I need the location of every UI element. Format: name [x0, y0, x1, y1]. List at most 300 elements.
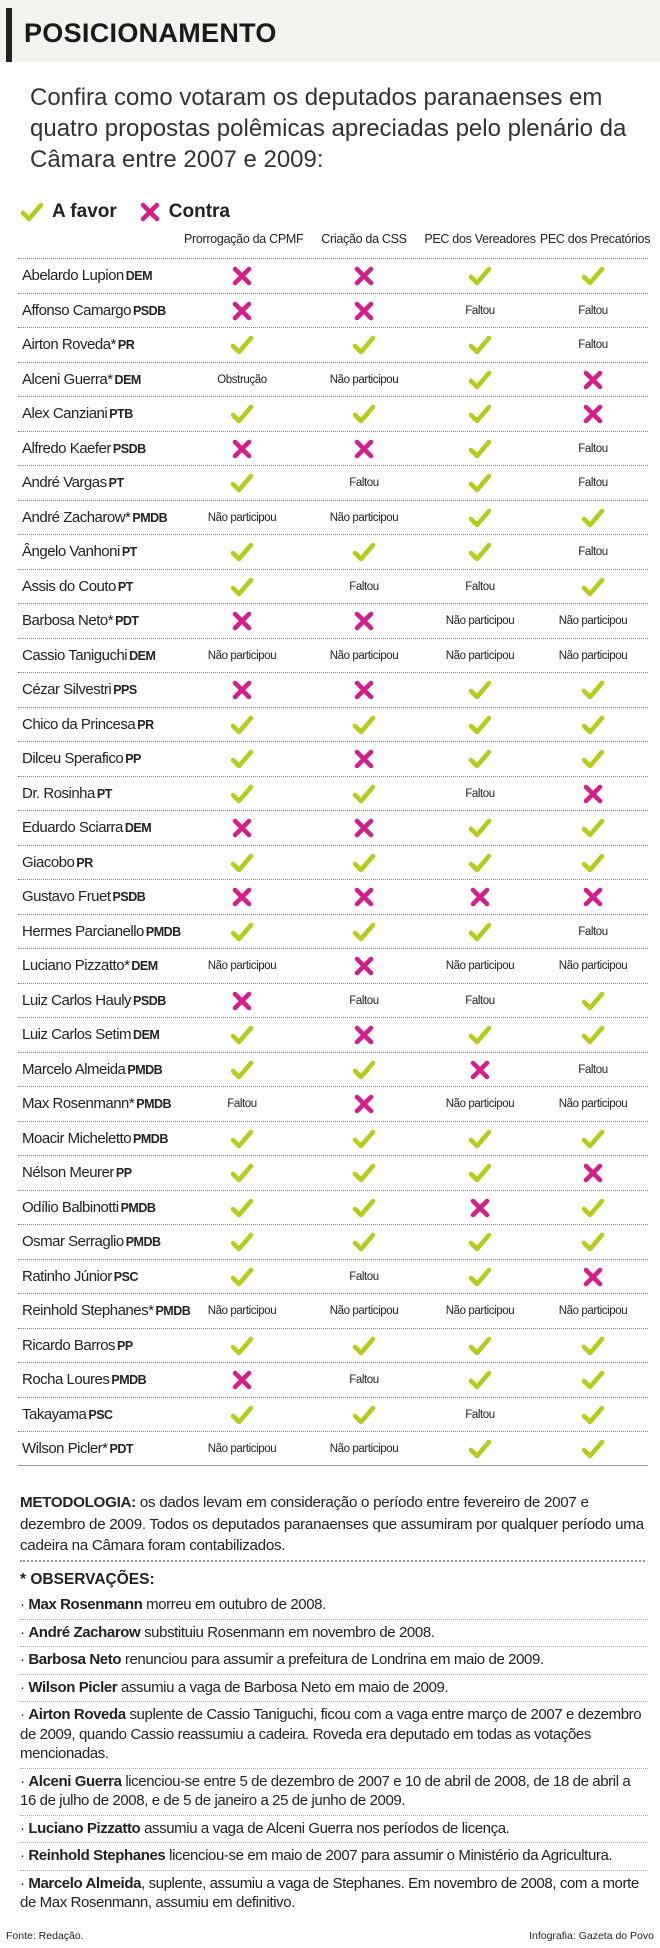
deputy-name-cell [22, 363, 141, 398]
deputy-party: PSDB [133, 993, 166, 1008]
vote-cell [420, 432, 540, 467]
vote-cell [304, 1329, 424, 1364]
observation-name: Luciano Pizzatto [28, 1819, 141, 1837]
vote-cell [533, 1329, 653, 1364]
check-icon [581, 1127, 605, 1151]
vote-cell [304, 259, 424, 294]
table-row [18, 1155, 648, 1190]
footer-source: Fonte: Redação. [6, 1930, 84, 1942]
check-icon [230, 1127, 254, 1151]
vote-cell [304, 742, 424, 777]
vote-status-text: Faltou [578, 925, 608, 938]
check-icon [581, 1437, 605, 1461]
check-icon [468, 264, 492, 288]
observation-text: renunciou para assumir a prefeitura de Londrina em maio de 2009. [121, 1651, 544, 1668]
vote-status-text: Não participou [329, 511, 399, 524]
table-row [18, 1190, 648, 1225]
vote-cell [304, 294, 424, 329]
vote-cell [182, 708, 302, 743]
vote-cell [182, 432, 302, 467]
deputy-party: PMDB [127, 1062, 163, 1077]
vote-cell [533, 673, 653, 708]
vote-cell [304, 466, 424, 501]
table-row [18, 258, 648, 293]
vote-cell [304, 1363, 424, 1398]
table-row [18, 638, 648, 673]
vote-cell [182, 984, 302, 1019]
check-icon [352, 1058, 376, 1082]
deputy-name: Wilson Picler* [22, 1440, 108, 1457]
vote-cell [420, 1018, 540, 1053]
deputy-party: DEM [131, 959, 158, 973]
observation-text: assumiu a vaga de Barbosa Neto em maio de 2009. [117, 1678, 449, 1696]
vote-cell [533, 777, 653, 812]
vote-cell [533, 328, 653, 363]
check-icon [230, 1023, 254, 1047]
deputy-name-cell [22, 742, 141, 777]
vote-status-text: Não participou [558, 1305, 628, 1318]
vote-cell [304, 1294, 424, 1329]
divider [20, 1560, 645, 1562]
observation-note: · Airton Roveda suplente de Cassio Taniguchi, ficou com a vaga entre março de 2007 e dezembro de 2009, quando Cassio reassumiu a cadeira. Roveda era deputado em todas as votações mencionadas. [20, 1702, 648, 1769]
vote-cell [420, 328, 540, 363]
vote-cell [304, 949, 424, 984]
vote-status-text: Não participou [445, 960, 515, 973]
check-icon [230, 1334, 254, 1358]
vote-cell [182, 1122, 302, 1157]
deputy-party: PMDB [155, 1304, 191, 1318]
deputy-party: PSDB [132, 303, 166, 318]
table-row [18, 1328, 648, 1363]
deputy-name-cell [22, 1294, 190, 1329]
table-row [18, 1397, 648, 1432]
vote-cell [304, 432, 424, 467]
check-icon [352, 1161, 376, 1185]
table-row [18, 741, 648, 776]
check-icon [468, 1161, 492, 1185]
deputy-name-cell [22, 397, 133, 432]
table-row [18, 776, 648, 811]
vote-cell [304, 1191, 424, 1226]
vote-cell [533, 1294, 653, 1329]
legend-favor-label: A favor [52, 201, 117, 222]
vote-cell [533, 639, 653, 674]
check-icon [352, 333, 376, 357]
vote-cell [182, 777, 302, 812]
deputy-party: PMDB [133, 1131, 168, 1146]
vote-cell [182, 1260, 302, 1295]
vote-cell [533, 880, 653, 915]
deputy-party: PMDB [111, 1373, 147, 1387]
observation-name: Airton Roveda [28, 1706, 126, 1723]
deputy-name: Ângelo Vanhoni [22, 543, 120, 560]
check-icon [581, 1403, 605, 1427]
vote-cell [420, 501, 540, 536]
cross-icon [231, 886, 253, 908]
deputy-party: PDT [115, 614, 139, 628]
cross-icon [231, 1369, 253, 1391]
deputy-party: DEM [129, 648, 156, 663]
vote-cell [182, 1398, 302, 1433]
deputy-party: PMDB [136, 1097, 172, 1111]
vote-cell [533, 1398, 653, 1433]
deputy-name: Alceni Guerra* [22, 370, 113, 388]
deputy-name-cell [22, 1053, 162, 1088]
deputy-name: Cassio Taniguchi [22, 646, 128, 664]
vote-cell [182, 1225, 302, 1260]
deputy-name-cell [22, 708, 154, 743]
deputy-party: PT [121, 545, 137, 559]
vote-cell [304, 604, 424, 639]
check-icon [352, 1196, 376, 1220]
deputy-name-cell [22, 880, 145, 915]
vote-cell [304, 846, 424, 881]
observation-note: · Marcelo Almeida, suplente, assumiu a vaga de Stephanes. Em novembro de 2008, com a morte de Max Rosenmann, assumiu em definitivo. [20, 1874, 639, 1911]
methodology-note [20, 1492, 645, 1557]
table-row [18, 948, 648, 983]
check-icon [468, 1437, 492, 1461]
check-icon [352, 1403, 376, 1427]
deputy-party: DEM [124, 821, 152, 835]
vote-cell [304, 1225, 424, 1260]
check-icon [581, 1196, 605, 1220]
vote-cell [533, 397, 653, 432]
vote-cell [420, 742, 540, 777]
vote-cell [533, 984, 653, 1019]
deputy-name: Reinhold Stephanes* [22, 1302, 154, 1319]
cross-icon [353, 438, 375, 460]
vote-cell [182, 363, 302, 398]
vote-cell [420, 294, 540, 329]
cross-icon [231, 990, 253, 1012]
cross-icon [469, 1059, 491, 1081]
table-row [18, 845, 648, 880]
cross-icon [353, 679, 375, 701]
vote-cell [420, 673, 540, 708]
table-row [18, 431, 648, 466]
deputy-name-cell [22, 1122, 168, 1157]
deputy-name-cell [22, 432, 146, 467]
check-icon [230, 540, 254, 564]
vote-cell [420, 570, 540, 605]
table-row [18, 465, 648, 500]
vote-cell [533, 1018, 653, 1053]
deputy-name: Luciano Pizzatto* [22, 957, 130, 974]
observation-name: Marcelo Almeida [28, 1874, 142, 1892]
vote-cell [304, 570, 424, 605]
vote-cell [182, 949, 302, 984]
check-icon [468, 851, 492, 875]
cross-icon [469, 1197, 491, 1219]
deputy-name-cell [22, 984, 166, 1019]
check-icon [468, 1334, 492, 1358]
cross-icon [353, 886, 375, 908]
check-icon [352, 782, 376, 806]
check-icon [230, 1265, 254, 1289]
check-icon [581, 851, 605, 875]
check-icon [468, 368, 492, 392]
vote-cell [182, 1087, 302, 1122]
observation-note: · Reinhold Stephanes licenciou-se em maio de 2007 para assumir o Ministério da Agricultura. [20, 1843, 648, 1871]
cross-icon [469, 886, 491, 908]
deputy-name-cell [22, 673, 137, 708]
column-header: Criação da CSS [321, 232, 407, 246]
table-row [18, 879, 648, 914]
vote-status-text: Faltou [578, 546, 608, 559]
vote-status-text: Faltou [349, 1374, 379, 1387]
vote-cell [182, 1191, 302, 1226]
vote-status-text: Não participou [558, 960, 628, 973]
vote-cell [182, 1053, 302, 1088]
table-row [18, 1431, 648, 1466]
vote-cell [304, 397, 424, 432]
column-header: Prorrogação da CPMF [184, 232, 304, 246]
deputy-name-cell [22, 501, 167, 536]
vote-status-text: Não participou [207, 1443, 277, 1456]
observation-text: licenciou-se em maio de 2007 para assumir o Ministério da Agricultura. [165, 1847, 613, 1864]
vote-cell [533, 501, 653, 536]
table-row [18, 396, 648, 431]
check-icon [230, 1403, 254, 1427]
deputy-name: Ricardo Barros [22, 1336, 116, 1354]
cross-icon [231, 610, 253, 632]
vote-cell [420, 1329, 540, 1364]
vote-cell [420, 1260, 540, 1295]
header-bar [0, 0, 660, 62]
legend-favor [20, 200, 117, 224]
vote-cell [420, 397, 540, 432]
table-row [18, 672, 648, 707]
deputy-party: PP [115, 1166, 132, 1180]
vote-cell [533, 949, 653, 984]
vote-cell [304, 1432, 424, 1467]
deputy-party: PSDB [112, 441, 146, 456]
column-header: PEC dos Vereadores [424, 232, 536, 246]
deputy-name: Luiz Carlos Hauly [22, 991, 132, 1009]
observation-name: Reinhold Stephanes [28, 1847, 166, 1864]
deputy-name: Takayama [22, 1405, 87, 1423]
deputy-name-cell [22, 1225, 161, 1260]
deputy-name-cell [22, 949, 158, 984]
vote-status-text: Faltou [578, 442, 608, 455]
deputy-name: Eduardo Sciarra [22, 819, 123, 836]
vote-cell [304, 639, 424, 674]
vote-cell [533, 1432, 653, 1467]
deputy-party: PDT [109, 1442, 134, 1456]
cross-icon [582, 886, 604, 908]
check-icon [468, 816, 492, 840]
deputy-name: Abelardo Lupion [22, 267, 124, 284]
check-icon [581, 1230, 605, 1254]
vote-cell [533, 570, 653, 605]
vote-status-text: Não participou [329, 373, 399, 386]
table-row [18, 914, 648, 949]
table-row [18, 1224, 648, 1259]
vote-cell [304, 1018, 424, 1053]
deputy-name-cell [22, 1260, 138, 1295]
vote-cell [420, 777, 540, 812]
deputy-name: Dilceu Sperafico [22, 750, 124, 767]
vote-cell [182, 1294, 302, 1329]
vote-cell [304, 535, 424, 570]
observation-note: · André Zacharow substituiu Rosenmann em novembro de 2008. [20, 1620, 648, 1648]
vote-cell [420, 984, 540, 1019]
vote-cell [304, 501, 424, 536]
deputy-name-cell [22, 1432, 133, 1467]
vote-cell [182, 1156, 302, 1191]
deputy-name-cell [22, 915, 181, 950]
vote-status-text: Não participou [445, 649, 515, 662]
observations [20, 1568, 648, 1917]
cross-icon [353, 1093, 375, 1115]
vote-cell [420, 811, 540, 846]
observation-text: licenciou-se entre 5 de dezembro de 2007 e 10 de abril de 2008, de 18 de abril a 16 de julho de 2008, e de 5 de janeiro a 25 de junho de 2009. [20, 1772, 631, 1809]
observation-name: André Zacharow [28, 1623, 141, 1641]
deputy-name-cell [22, 294, 166, 329]
vote-cell [420, 1225, 540, 1260]
cross-icon [582, 1162, 604, 1184]
cross-icon [231, 679, 253, 701]
vote-status-text: Não participou [207, 960, 277, 973]
deputy-name-cell [22, 604, 139, 639]
deputy-party: PT [108, 476, 124, 490]
vote-status-text: Não participou [207, 1305, 277, 1318]
vote-status-text: Obstrução [217, 373, 267, 386]
table-row [18, 1362, 648, 1397]
observation-name: Alceni Guerra [28, 1772, 122, 1790]
deputy-name: Gustavo Fruet [22, 888, 111, 905]
vote-status-text: Faltou [349, 994, 379, 1007]
footer [6, 1930, 654, 1944]
check-icon [352, 402, 376, 426]
table-row [18, 603, 648, 638]
vote-status-text: Não participou [558, 649, 628, 662]
vote-cell [304, 777, 424, 812]
check-icon [468, 1230, 492, 1254]
vote-cell [533, 363, 653, 398]
vote-cell [420, 1191, 540, 1226]
deputy-name: Ratinho Júnior [22, 1267, 112, 1285]
vote-cell [182, 639, 302, 674]
check-icon [352, 540, 376, 564]
vote-cell [533, 432, 653, 467]
vote-cell [182, 1018, 302, 1053]
observation-note: · Wilson Picler assumiu a vaga de Barbosa Neto em maio de 2009. [20, 1675, 648, 1703]
deputy-party: DEM [133, 1028, 160, 1042]
table-row [18, 1121, 648, 1156]
check-icon [468, 402, 492, 426]
check-icon [468, 1023, 492, 1047]
vote-cell [182, 1363, 302, 1398]
vote-cell [420, 1363, 540, 1398]
vote-cell [182, 466, 302, 501]
cross-icon [582, 783, 604, 805]
header-accent-bar [6, 8, 12, 62]
vote-status-text: Não participou [207, 511, 277, 524]
deputy-name: Alex Canziani [22, 405, 108, 422]
vote-cell [182, 604, 302, 639]
deputy-name-cell [22, 1329, 133, 1364]
legend-contra [139, 201, 230, 223]
vote-cell [182, 915, 302, 950]
observation-name: Max Rosenmann [28, 1596, 143, 1613]
check-icon [230, 1196, 254, 1220]
deputy-name: Luiz Carlos Setim [22, 1026, 132, 1043]
deputy-name: Rocha Loures [22, 1371, 110, 1388]
vote-status-text: Faltou [465, 994, 495, 1007]
vote-cell [533, 294, 653, 329]
check-icon [352, 1334, 376, 1358]
observation-name: Barbosa Neto [28, 1651, 122, 1668]
vote-cell [533, 915, 653, 950]
cross-icon [231, 265, 253, 287]
observation-note: · Alceni Guerra licenciou-se entre 5 de dezembro de 2007 e 10 de abril de 2008, de 18 de abril a 16 de julho de 2008, e de 5 de janeiro a 25 de junho de 2009. [20, 1769, 648, 1816]
vote-status-text: Faltou [349, 580, 379, 593]
deputy-party: PPS [113, 683, 137, 697]
vote-cell [533, 1087, 653, 1122]
check-icon [468, 333, 492, 357]
cross-icon [231, 817, 253, 839]
vote-cell [533, 1191, 653, 1226]
vote-status-text: Não participou [329, 1443, 399, 1456]
check-icon [581, 747, 605, 771]
vote-status-text: Não participou [207, 649, 277, 662]
vote-status-text: Faltou [578, 477, 608, 490]
vote-status-text: Faltou [465, 1408, 495, 1421]
vote-cell [304, 1398, 424, 1433]
vote-cell [304, 1122, 424, 1157]
vote-cell [182, 880, 302, 915]
observation-note: · Luciano Pizzatto assumiu a vaga de Alceni Guerra nos períodos de licença. [20, 1816, 648, 1844]
check-icon [352, 851, 376, 875]
check-icon [230, 747, 254, 771]
check-icon [352, 1230, 376, 1254]
check-icon [230, 1161, 254, 1185]
observation-text: , suplente, assumiu a vaga de Stephanes. Em novembro de 2008, com a morte de Max Rosenmann, assumiu em definitivo. [20, 1874, 639, 1911]
check-icon [468, 1127, 492, 1151]
check-icon [581, 1334, 605, 1358]
vote-cell [182, 328, 302, 363]
deputy-name-cell [22, 466, 124, 501]
table-row [18, 327, 648, 362]
footer-credit: Infografia: Gazeta do Povo [529, 1930, 654, 1942]
check-icon [581, 713, 605, 737]
deputy-name-cell [22, 1398, 113, 1433]
vote-cell [533, 466, 653, 501]
vote-cell [533, 742, 653, 777]
vote-status-text: Faltou [465, 787, 495, 800]
check-icon [468, 713, 492, 737]
deputy-name: Osmar Serraglio [22, 1233, 124, 1250]
deputy-name: Nélson Meurer [22, 1164, 114, 1181]
deputy-party: PT [96, 786, 112, 801]
deputy-name: Moacir Micheletto [22, 1129, 132, 1147]
vote-cell [420, 604, 540, 639]
vote-cell [533, 1053, 653, 1088]
vote-cell [533, 846, 653, 881]
cross-icon [582, 1266, 604, 1288]
check-icon [581, 678, 605, 702]
deputy-name: André Zacharow* [22, 508, 131, 526]
observation-text: suplente de Cassio Taniguchi, ficou com a vaga entre março de 2007 e dezembro de 2009, quando Cassio reassumiu a cadeira. Roveda era deputado em todas as votações mencionadas. [20, 1706, 642, 1762]
deputy-party: PR [76, 855, 93, 870]
vote-cell [420, 363, 540, 398]
deputy-name: Max Rosenmann* [22, 1095, 135, 1112]
vote-cell [182, 570, 302, 605]
vote-cell [304, 1053, 424, 1088]
vote-cell [420, 1398, 540, 1433]
check-icon [581, 816, 605, 840]
